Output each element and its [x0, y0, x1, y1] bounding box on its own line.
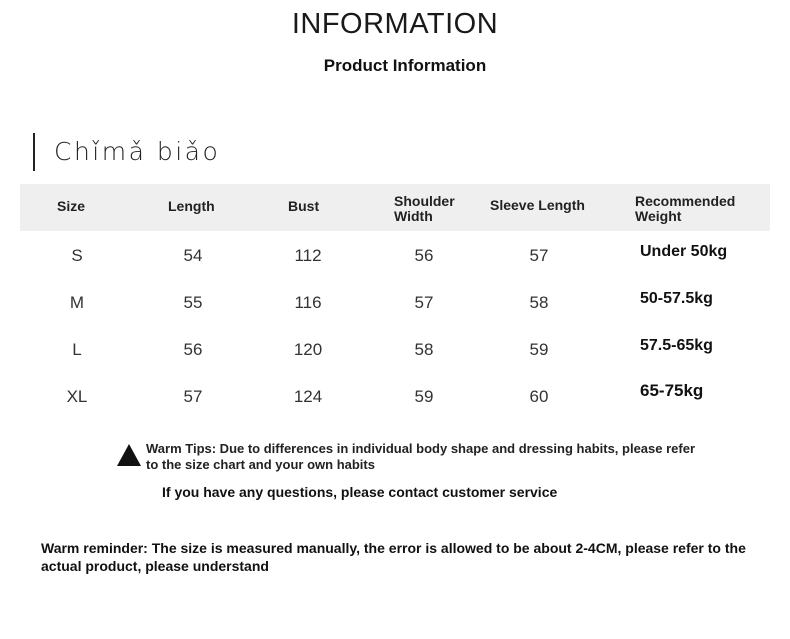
column-header-bust: Bust — [288, 198, 320, 214]
table-cell-weight: 57.5-65kg — [640, 337, 713, 354]
table-cell-sleeve: 59 — [529, 340, 549, 359]
table-cell-bust: 120 — [293, 340, 323, 359]
column-header-shoulder-width: Shoulder Width — [394, 193, 455, 224]
table-cell-size: M — [69, 293, 85, 312]
table-cell-length: 55 — [183, 293, 203, 312]
page-subtitle: Product Information — [323, 56, 487, 75]
table-cell-length: 54 — [183, 246, 203, 265]
warm-reminder-text: Warm reminder: The size is measured manually, the error is allowed to be about 2-4CM, please refer to the actual product, please understand — [41, 540, 746, 574]
table-cell-sleeve: 60 — [529, 387, 549, 406]
contact-note: If you have any questions, please contact customer service — [162, 484, 558, 500]
table-cell-bust: 116 — [294, 293, 322, 312]
table-cell-sleeve: 58 — [529, 293, 549, 312]
table-cell-shoulder: 59 — [414, 387, 434, 406]
table-cell-bust: 112 — [294, 246, 322, 265]
column-header-size: Size — [57, 198, 86, 214]
table-cell-sleeve: 57 — [529, 246, 549, 265]
table-cell-size: S — [71, 246, 83, 265]
warning-icon — [117, 444, 141, 466]
warm-tips-text: Warm Tips: Due to differences in individual body shape and dressing habits, please refer to the size chart and your own habits — [146, 441, 696, 472]
section-accent-bar — [33, 133, 35, 171]
table-cell-size: XL — [66, 387, 88, 406]
table-cell-size: L — [72, 340, 82, 359]
section-title: Chǐmǎ biǎo — [54, 137, 221, 166]
page-title: INFORMATION — [291, 8, 499, 40]
table-cell-length: 56 — [183, 340, 203, 359]
table-cell-weight: 65-75kg — [640, 381, 704, 400]
table-cell-shoulder: 57 — [414, 293, 434, 312]
table-cell-weight: 50-57.5kg — [640, 290, 713, 307]
table-cell-shoulder: 56 — [414, 246, 434, 265]
table-cell-bust: 124 — [293, 387, 323, 406]
table-cell-shoulder: 58 — [414, 340, 434, 359]
table-cell-weight: Under 50kg — [640, 243, 728, 260]
column-header-length: Length — [168, 198, 215, 214]
column-header-recommended-weight: Recommended Weight — [635, 193, 736, 224]
table-cell-length: 57 — [183, 387, 203, 406]
column-header-sleeve-length: Sleeve Length — [490, 197, 585, 213]
